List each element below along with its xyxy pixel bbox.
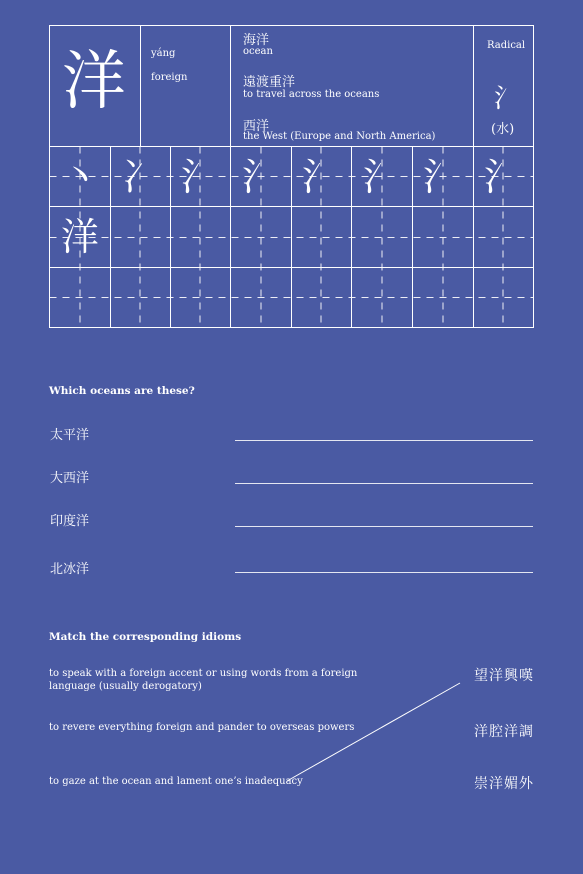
stroke-step-2: 冫 [120, 155, 159, 199]
radical-label: Radical [487, 40, 526, 51]
vocab-gloss-3: the West (Europe and North America) [243, 131, 436, 142]
idiom-definition-3: to gaze at the ocean and lament one’s inadequacy [49, 776, 303, 787]
idiom-definition-2: to revere everything foreign and pander to overseas powers [49, 722, 355, 733]
stroke-step-4: 氵 [241, 155, 280, 199]
stroke-step-7: 氵 [422, 155, 461, 199]
ocean-item-2: 大西洋 [50, 471, 90, 486]
idiom-3: 崇洋媚外 [474, 776, 534, 792]
vocab-word-1: 海洋 [243, 33, 270, 48]
idioms-heading: Match the corresponding idioms [49, 631, 242, 643]
vocab-gloss-2: to travel across the oceans [243, 89, 380, 100]
pinyin: yáng [151, 48, 176, 59]
main-character: 洋 [62, 45, 126, 119]
stroke-step-6: 氵 [362, 155, 401, 199]
vocab-gloss-1: ocean [243, 46, 273, 57]
idiom-definition-1: to speak with a foreign accent or using words from a foreign language (usually derogatory) [49, 668, 358, 692]
meaning: foreign [151, 72, 188, 83]
vocab-word-3: 西洋 [243, 119, 270, 134]
stroke-step-5: 氵 [301, 155, 340, 199]
radical-variant: (水) [491, 122, 515, 137]
stroke-step-1: 丶 [60, 155, 99, 199]
idiom-2: 洋腔洋調 [474, 724, 534, 740]
stroke-step-3: 氵 [180, 155, 219, 199]
stroke-step-9: 洋 [60, 215, 99, 259]
oceans-heading: Which oceans are these? [49, 385, 195, 397]
idiom-1: 望洋興嘆 [474, 668, 534, 684]
ocean-item-4: 北冰洋 [50, 562, 90, 577]
radical-glyph: 氵 [494, 84, 521, 114]
vocab-word-2: 遠渡重洋 [243, 75, 296, 90]
stroke-step-8: 氵 [483, 155, 522, 199]
ocean-item-3: 印度洋 [50, 514, 90, 529]
ocean-item-1: 太平洋 [50, 428, 90, 443]
